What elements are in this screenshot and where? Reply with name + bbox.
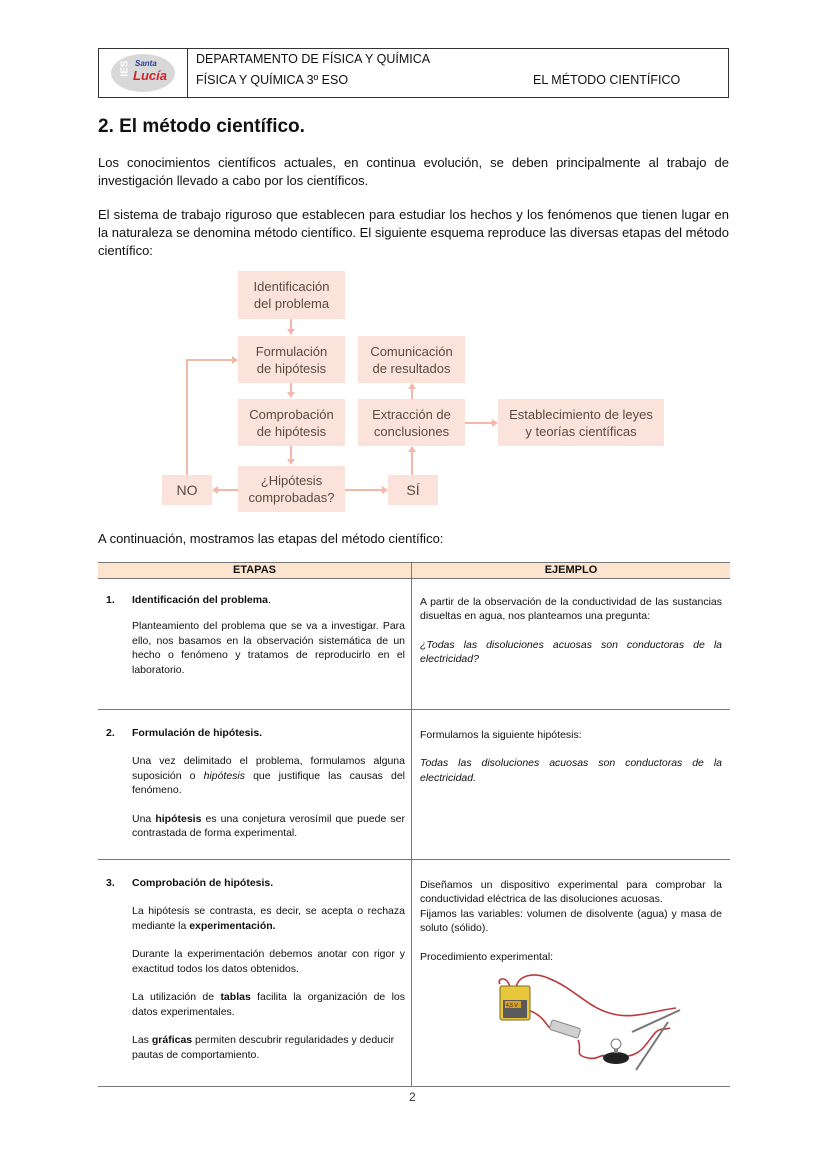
scientific-method-diagram [160,268,670,518]
arrow-line [186,359,232,361]
arrow-left-icon [212,486,218,494]
example-text: Diseñamos un dispositivo experimental para comprobar la conductividad eléctrica de las disoluciones acuosas. [420,878,722,905]
school-logo [99,49,188,97]
stage-number: 2. [106,726,115,739]
node-pregunta: ¿Hipótesis comprobadas? [238,466,345,512]
stage-number: 1. [106,593,115,606]
table-row [98,859,730,1087]
stage-note-tables: La utilización de tablas facilita la organización de los datos experimentales. [132,991,405,1018]
stage-number: 3. [106,876,115,889]
example-procedure-label: Procedimiento experimental: [420,950,554,963]
logo-ies-text: IES [119,60,131,77]
logo-lucia-text: Lucía [133,68,167,83]
node-establecimiento: Establecimiento de leyes y teorías científicas [498,399,664,446]
arrow-line [345,489,382,491]
node-identificacion: Identificación del problema [238,271,345,319]
node-si: SÍ [388,475,438,505]
arrow-down-icon [287,459,295,465]
logo-santa-text: Santa [135,59,157,68]
arrow-line [465,422,492,424]
arrow-line [218,489,238,491]
stages-table [98,562,730,1087]
stage-title: Formulación de hipótesis. [132,726,263,739]
node-comunicacion: Comunicación de resultados [358,336,465,383]
circuit-icon [488,970,688,1074]
stage-description: La hipótesis se contrasta, es decir, se acepta o rechaza mediante la experimentación. [132,905,405,932]
circuit-illustration [488,970,688,1074]
example-text: Formulamos la siguiente hipótesis: [420,728,582,741]
arrow-down-icon [287,392,295,398]
table-row [98,578,730,709]
table-row [98,709,730,859]
stage-description: Una vez delimitado el problema, formulamos alguna suposición o hipótesis que justifique las causas del fenómeno. [132,755,405,796]
stage-note-graphs: Las gráficas permiten descubrir regularidades y deducir pautas de comportamiento. [132,1034,395,1061]
arrow-right-icon [492,419,498,427]
department-name: DEPARTAMENTO DE FÍSICA Y QUÍMICA [196,52,431,66]
node-no: NO [162,475,212,505]
section-title: 2. El método científico. [98,116,305,137]
example-text: A partir de la observación de la conductividad de las sustancias disueltas en agua, nos planteamos una pregunta: [420,595,722,622]
stage-title: Identificación del problema. [132,593,271,606]
column-header-ejemplo: EJEMPLO [412,563,731,579]
arrow-right-icon [382,486,388,494]
stage-title: Comprobación de hipótesis. [132,876,274,889]
svg-text:4,5 V: 4,5 V [506,1003,518,1009]
paragraph-2: El sistema de trabajo riguroso que establecen para estudiar los hechos y los fenómenos que tienen lugar en la naturaleza se denomina método científico. El siguiente esquema reproduce las diversas etapas del método científico: [98,207,729,258]
arrow-line [411,452,413,475]
stage-note: Durante la experimentación debemos anotar con rigor y exactitud todos los datos obtenidos. [132,948,405,975]
topic-name: EL MÉTODO CIENTÍFICO [533,73,681,87]
logo-oval [111,54,175,92]
node-comprobacion: Comprobación de hipótesis [238,399,345,446]
example-variables: Fijamos las variables: volumen de disolvente (agua) y masa de soluto (sólido). [420,907,722,934]
page-header [98,48,729,98]
arrow-line [411,389,413,399]
arrow-line [186,359,188,475]
arrow-up-icon [408,446,416,452]
header-text [188,49,728,97]
example-hypothesis: Todas las disoluciones acuosas son conductoras de la electricidad. [420,757,722,784]
arrow-down-icon [287,329,295,335]
node-formulacion: Formulación de hipótesis [238,336,345,383]
table-intro: A continuación, mostramos las etapas del método científico: [98,531,444,546]
node-extraccion: Extracción de conclusiones [358,399,465,446]
arrow-up-icon [408,383,416,389]
paragraph-1: Los conocimientos científicos actuales, en continua evolución, se deben principalmente al trabajo de investigación llevado a cabo por los científicos. [98,155,729,188]
stage-definition: Una hipótesis es una conjetura verosímil que puede ser contrastada de forma experimental. [132,812,405,839]
course-name: FÍSICA Y QUÍMICA 3º ESO [196,73,349,87]
arrow-right-icon [232,356,238,364]
page-number: 2 [409,1090,416,1104]
arrow-line [290,446,292,460]
table-header-row [98,563,730,579]
example-question: ¿Todas las disoluciones acuosas son conductoras de la electricidad? [420,638,722,665]
stage-description: Planteamiento del problema que se va a investigar. Para ello, nos basamos en la observación sistemática de un hecho o fenómeno y tratamos de reproducirlo en el laboratorio. [132,620,405,676]
column-header-etapas: ETAPAS [98,563,412,579]
